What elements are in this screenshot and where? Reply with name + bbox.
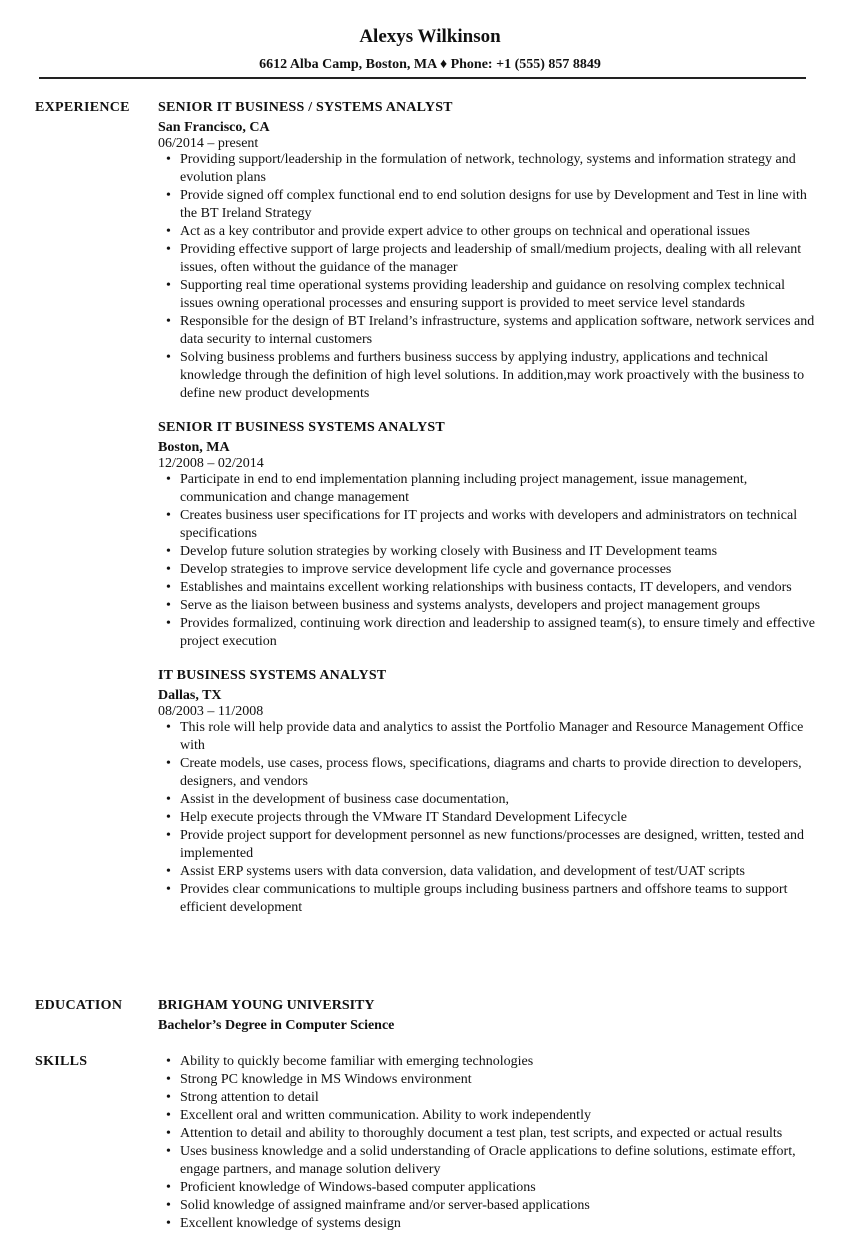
bullet-item: • Assist ERP systems users with data conversion, data validation, and development of test/UAT scripts [158,863,818,881]
section-label-skills: SKILLS [35,1054,88,1069]
resume-header [0,0,860,74]
skill-item: • Ability to quickly become familiar with emerging technologies [158,1053,818,1071]
skills-list [158,1053,818,1233]
bullet-item: • Provide project support for development personnel as new functions/processes are designed, written, tested and implemented [158,827,818,863]
bullet-item: • Serve as the liaison between business and systems analysts, developers and project management groups [158,597,818,615]
job-bullets [158,471,818,651]
job-title: SENIOR IT BUSINESS SYSTEMS ANALYST [158,420,445,435]
job-dates: 12/2008 – 02/2014 [158,456,264,471]
job-dates: 06/2014 – present [158,136,259,151]
bullet-item: • Develop future solution strategies by working closely with Business and IT Development teams [158,543,818,561]
school-name: BRIGHAM YOUNG UNIVERSITY [158,998,375,1013]
job-entry [158,419,818,651]
skill-item: • Solid knowledge of assigned mainframe and/or server-based applications [158,1197,818,1215]
job-location: Dallas, TX [158,688,222,703]
skill-item: • Excellent knowledge of systems design [158,1215,818,1233]
header-divider [39,77,806,79]
skills-body [158,1053,818,1233]
skill-item: • Proficient knowledge of Windows-based computer applications [158,1179,818,1197]
bullet-item: • Help execute projects through the VMware IT Standard Development Lifecycle [158,809,818,827]
experience-list [158,99,818,933]
contact-line: 6612 Alba Camp, Boston, MA ♦ Phone: +1 (555) 857 8849 [259,57,601,72]
skill-item: • Excellent oral and written communication. Ability to work independently [158,1107,818,1125]
bullet-item: • Responsible for the design of BT Ireland’s infrastructure, systems and application software, network services and data security to internal customers [158,313,818,349]
bullet-item: • Participate in end to end implementation planning including project management, issue management, communication and change management [158,471,818,507]
job-title: SENIOR IT BUSINESS / SYSTEMS ANALYST [158,100,453,115]
skill-item: • Strong attention to detail [158,1089,818,1107]
bullet-item: • Create models, use cases, process flows, specifications, diagrams and charts to provide direction to developers, designers, and vendors [158,755,818,791]
job-title: IT BUSINESS SYSTEMS ANALYST [158,668,387,683]
skill-item: • Strong PC knowledge in MS Windows environment [158,1071,818,1089]
section-label-experience: EXPERIENCE [35,100,130,115]
bullet-item: • Providing support/leadership in the formulation of network, technology, systems and information strategy and evolution plans [158,151,818,187]
bullet-item: • Act as a key contributor and provide expert advice to other groups on technical and operational issues [158,223,818,241]
skill-item: • Uses business knowledge and a solid understanding of Oracle applications to define solutions, estimate effort, engage partners, and manage solution delivery [158,1143,818,1179]
job-location: San Francisco, CA [158,120,270,135]
bullet-item: • Provides formalized, continuing work direction and leadership to assigned team(s), to ensure timely and effective project execution [158,615,818,651]
job-bullets [158,151,818,403]
job-bullets [158,719,818,917]
job-dates: 08/2003 – 11/2008 [158,704,264,719]
section-label-education: EDUCATION [35,998,123,1013]
bullet-item: • Provides clear communications to multiple groups including business partners and offshore teams to support efficient development [158,881,818,917]
skill-item: • Attention to detail and ability to thoroughly document a test plan, test scripts, and expected or actual results [158,1125,818,1143]
bullet-item: • Assist in the development of business case documentation, [158,791,818,809]
job-entry [158,99,818,403]
bullet-item: • Establishes and maintains excellent working relationships with business contacts, IT developers, and vendors [158,579,818,597]
candidate-name: Alexys Wilkinson [359,26,501,47]
bullet-item: • Supporting real time operational systems providing leadership and guidance on resolving complex technical issues owning operational processes and ensuring support is provided to meet service level standards [158,277,818,313]
job-location: Boston, MA [158,440,230,455]
bullet-item: • Develop strategies to improve service development life cycle and governance processes [158,561,818,579]
bullet-item: • Creates business user specifications for IT projects and works with developers and administrators on technical specifications [158,507,818,543]
degree: Bachelor’s Degree in Computer Science [158,1018,395,1033]
bullet-item: • Provide signed off complex functional end to end solution designs for use by Development and Test in line with the BT Ireland Strategy [158,187,818,223]
job-entry [158,667,818,917]
bullet-item: • This role will help provide data and analytics to assist the Portfolio Manager and Resource Management Office with [158,719,818,755]
bullet-item: • Solving business problems and furthers business success by applying industry, applications and technical knowledge through the definition of high level solutions. In addition,may work proactively with the business to define new product developments [158,349,818,403]
education-body [158,997,818,1035]
bullet-item: • Providing effective support of large projects and leadership of small/medium projects, dealing with all relevant issues, often without the guidance of the manager [158,241,818,277]
